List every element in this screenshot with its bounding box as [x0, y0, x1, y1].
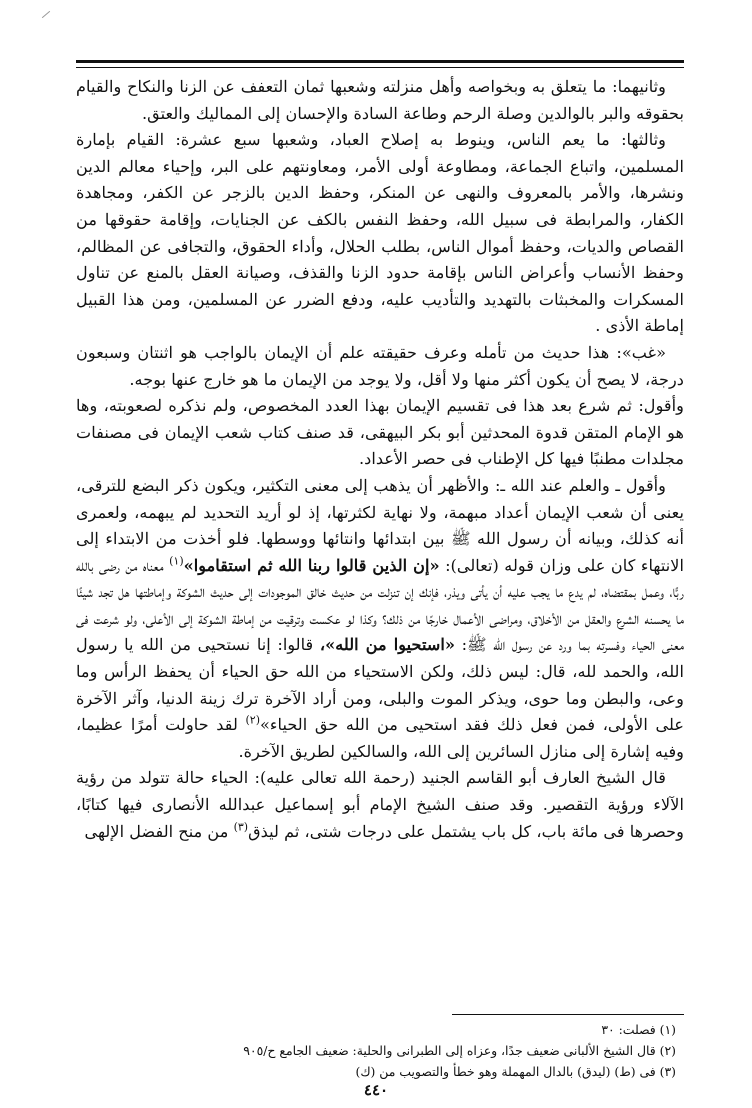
footnote-1: (١) فصلت: ٣٠ [601, 1022, 676, 1037]
footnote-ref-3: (٣) [233, 820, 249, 834]
footnote-3: (٣) فى (ط) (ليدق) بالدال المهملة وهو خطأ والتصويب من (ك) [355, 1064, 676, 1079]
main-text [76, 74, 684, 845]
paragraph-second-category: وثانيهما: ما يتعلق به وبخواصه وأهل منزلته وشعبها ثمان التعفف عن الزنا والنكاح والقيام بحقوقه والبر بالوالدين وصلة الرحم وطاعة السادة والإحسان إلى المماليك والعتق. [76, 77, 684, 123]
paragraph-junayd [76, 765, 684, 845]
hadith-quote: «استحيوا من الله»، [319, 635, 456, 655]
footnote-separator [452, 1014, 684, 1015]
author-opinion-text: وأقول ـ والعلم عند الله ـ: والأظهر أن يذهب إلى معنى التكثير، ويكون ذكر البضع للترقى، يعنى أن شعب الإيمان أعداد مبهمة، ولا نهاية لكثرتها، إذ لو أريد التحديد لم يبهمه، ولعمرى أنه كذلك، وبيانه أن رسول الله ﷺ بين ابتدائها وانتائها ووسطها. فلو أخذت من الابتداء إلى الانتهاء كان على وزان قوله (تعالى): [76, 475, 685, 575]
junayd-text-end: من منح الفضل الإلهى [84, 821, 229, 841]
quran-quote: «إن الذين قالوا ربنا الله ثم استقاموا» [183, 555, 440, 575]
hadith-conclusion: لقد حاولت أمرًا عظيما، وفيه إشارة إلى منازل السائرين إلى الله، والسالكين لطريق الآخرة. [76, 715, 684, 761]
scan-mark [42, 11, 50, 18]
footnotes [76, 1019, 676, 1082]
page-number: ٤٤٠ [363, 1081, 389, 1099]
footnote-2: (٢) قال الشيخ الألبانى ضعيف جدًا، وعزاه إلى الطبرانى والحلية: ضعيف الجامع ح/٩٠٥ [243, 1043, 676, 1058]
quote-explanation-text: معناه من رضى بالله ربًّا، وعمل بمقتضاه، لم يدع ما يجب عليه أن يأتى ويذر، فإنك إن تنزلت من حديث خالق الموجودات إلى حديث الشوكة وإماطتها هل تجد شيئًا ما يحسنه الشرع والعقل من الأخلاق، ومراضى الأعمال خارجًا من ذلك؟ وكذا لو عكست وترقيت من إماطة الشوكة إلى الأعلى، ولو شرعت فى معنى الحياء وفسرته بما ورد عن رسول الله ﷺ: [76, 555, 684, 655]
paragraph-author-opinion [76, 473, 684, 766]
footnote-ref-1: (١) [169, 554, 184, 568]
paragraph-commentary-gh: «غب»: هذا حديث من تأمله وعرف حقيقته علم أن الإيمان بالواجب هو اثنتان وسبعون درجة، لا يصح أن يكون أكثر منها ولا أقل، ولا يوجد من الإيمان ما هو خارج عنها بوجه. [76, 342, 684, 389]
header-rule-thin [76, 67, 684, 68]
paragraph-third-category: وثالثها: ما يعم الناس، وينوط به إصلاح العباد، وشعبها سبع عشرة: القيام بإمارة المسلمين، واتباع الجماعة، ومطاوعة أولى الأمر، ومعاونتهم على البر، وإحياء معالم الدين ونشرها، والأمر بالمعروف والنهى عن المنكر، وحفظ الدين بالزجر عن الكفر، ومجاهدة الكفار، والمرابطة فى سبيل الله، وحفظ النفس بالكف عن الجنايات، وإقامة حقوقها من القصاص والديات، وحفظ أموال الناس، بطلب الحلال، وأداء الحقوق، والتجافى عن المظالم، وحفظ الأنساب وأعراض الناس بإقامة حدود الزنا والقذف، وصيانة العقل بالمنع عن تناول المسكرات والمخبثات بالتهديد والتأديب عليه، ودفع الضرر عن المسلمين، ومن هذا القبيل إماطة الأذى . [76, 130, 684, 336]
paragraph-bayhaqi: وأقول: ثم شرع بعد هذا فى تقسيم الإيمان بهذا العدد المخصوص، ولم نذكره لصعوبته، وها هو الإمام المتقن قدوة المحدثين أبو بكر البيهقى، قد صنف كتاب شعب الإيمان فى مصنفات مجلدات مطنبًا فيها كل الإطناب فى حصر الأعداد. [76, 396, 684, 469]
junayd-text: قال الشيخ العارف أبو القاسم الجنيد (رحمة الله تعالى عليه): الحياء حالة تتولد من رؤية الآلاء ورؤية التقصير. وقد صنف الشيخ الإمام أبو إسماعيل عبدالله الأنصارى فيها كتابًا، وحصرها فى مائة باب، كل باب يشتمل على درجات شتى، ثم ليذق [76, 768, 684, 841]
hadith-text: قالوا: إنا نستحيى من الله يا رسول الله، والحمد لله، قال: ليس ذلك، ولكن الاستحياء من الله حق الحياء أن يحفظ الرأس وما وعى، والبطن وما حوى، ويذكر الموت والبلى، ومن أراد الآخرة ترك زينة الدنيا، وآثر الآخرة على الأولى، فمن فعل ذلك فقد استحيى من الله حق الحياء» [76, 635, 684, 735]
footnote-ref-2: (٢) [245, 713, 261, 727]
header-rule-thick [76, 60, 684, 63]
